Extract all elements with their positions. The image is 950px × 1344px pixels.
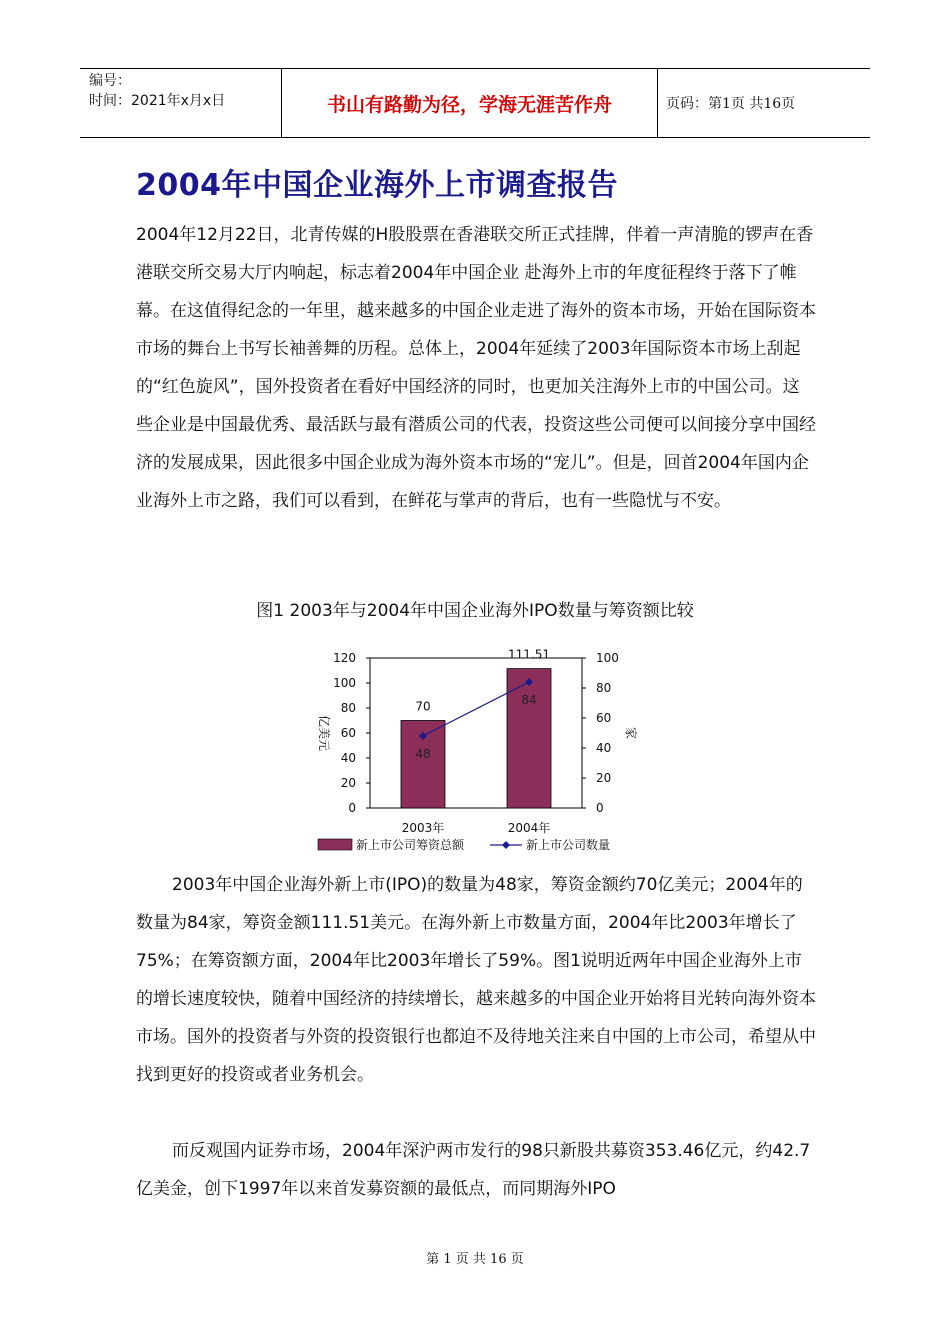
header-page-info: 页码：第1页 共16页: [666, 96, 796, 112]
y2-tick-label: 60: [596, 711, 612, 725]
legend-line-marker: [502, 841, 510, 849]
header-left-cell: [80, 69, 282, 137]
line-data-label: 84: [521, 693, 537, 707]
y-tick-label: 80: [340, 701, 356, 715]
page-footer: 第 1 页 共 16 页: [426, 1252, 524, 1267]
x-tick-label: 2004年: [507, 821, 551, 835]
header-motto: 书山有路勤为径，学海无涯苦作舟: [282, 69, 658, 137]
header-table: [80, 68, 870, 138]
legend-line-label: 新上市公司数量: [526, 838, 611, 852]
figure-1-chart: [300, 640, 660, 865]
page-title: 2004年中国企业海外上市调查报告: [136, 168, 618, 203]
bar-data-label: 70: [415, 699, 431, 714]
y2-tick-label: 100: [596, 651, 619, 665]
y2-axis-label: 家: [624, 726, 638, 740]
y2-tick-label: 20: [596, 771, 612, 785]
line-data-label: 48: [415, 747, 431, 761]
y-tick-label: 60: [340, 726, 356, 740]
legend-bar-swatch: [318, 839, 352, 850]
paragraph-2: 2003年中国企业海外新上市(IPO)的数量为48家，筹资金额约70亿美元；2004年的数量为84家，筹资金额111.51美元。在海外新上市数量方面，2004年比2003年增长了75%；在筹资额方面，2004年比2003年增长了59%。图1说明近两年中国企业海外上市的增长速度较快，随着中国经济的持续增长，越来越多的中国企业开始将目光转向海外资本市场。国外的投资者与外资的投资银行也都迫不及待地关注来自中国的上市公司，希望从中找到更好的投资或者业务机会。: [136, 875, 816, 1085]
paragraph-1: 2004年12月22日，北青传媒的H股股票在香港联交所正式挂牌，伴着一声清脆的锣声在香港联交所交易大厅内响起，标志着2004年中国企业 赴海外上市的年度征程终于落下了帷幕。在这值得纪念的一年里，越来越多的中国企业走进了海外的资本市场，开始在国际资本市场的舞台上书写长袖善舞的历程。总体上，2004年延续了2003年国际资本市场上刮起的“红色旋风”，国外投资者在看好中国经济的同时，也更加关注海外上市的中国公司。这些企业是中国最优秀、最活跃与最有潜质公司的代表，投资这些公司便可以间接分享中国经济的发展成果，因此很多中国企业成为海外资本市场的“宠儿”。但是，回首2004年国内企业海外上市之路，我们可以看到，在鲜花与掌声的背后，也有一些隐忧与不安。: [136, 225, 816, 511]
y-tick-label: 120: [333, 651, 356, 665]
y2-tick-label: 40: [596, 741, 612, 755]
y-axis-label: 亿美元: [317, 714, 331, 752]
y-tick-label: 40: [340, 751, 356, 765]
legend-bar-label: 新上市公司筹资总额: [356, 838, 465, 852]
y-tick-label: 20: [340, 776, 356, 790]
x-tick-label: 2003年: [401, 821, 445, 835]
bar-data-label: 111.51: [508, 647, 550, 662]
paragraph-3: 而反观国内证券市场，2004年深沪两市发行的98只新股共募资353.46亿元，约42.7亿美金，创下1997年以来首发募资额的最低点，而同期海外IPO: [136, 1141, 811, 1199]
figure-caption: 图1 2003年与2004年中国企业海外IPO数量与筹资额比较: [256, 601, 694, 621]
code-label: 编号：: [89, 73, 131, 89]
y2-tick-label: 80: [596, 681, 612, 695]
y-tick-label: 100: [333, 676, 356, 690]
y2-tick-label: 0: [596, 801, 604, 815]
y-tick-label: 0: [348, 801, 356, 815]
time-label: 时间：2021年x月x日: [89, 93, 226, 109]
